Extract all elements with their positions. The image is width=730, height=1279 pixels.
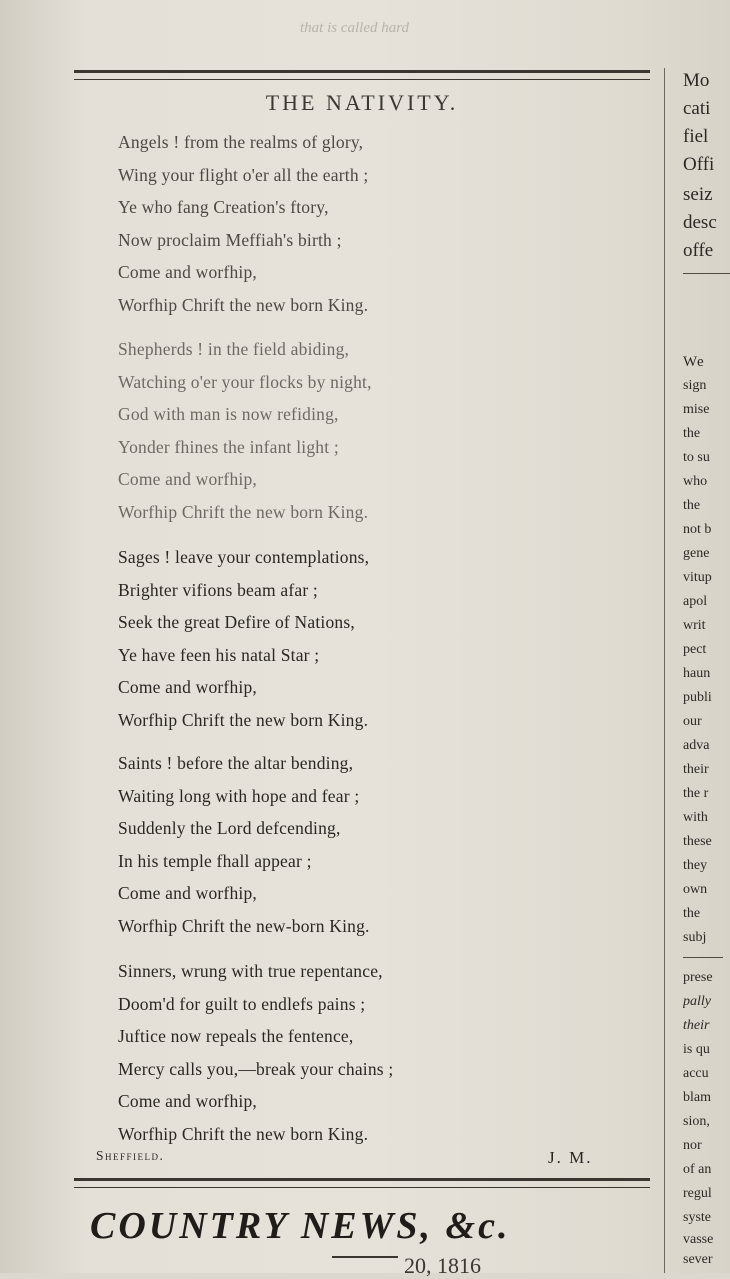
column-line: sion, bbox=[683, 1114, 710, 1129]
poem-line: Worfhip Chrift the new born King. bbox=[118, 1123, 369, 1144]
column-line: vasse bbox=[683, 1232, 714, 1247]
column-line: own bbox=[683, 882, 708, 897]
column-line: apol bbox=[683, 594, 708, 609]
column-line: their bbox=[683, 1018, 710, 1033]
column-line: publi bbox=[683, 690, 712, 705]
column-line: seiz bbox=[683, 184, 713, 205]
top-rule bbox=[74, 70, 650, 80]
column-divider bbox=[664, 68, 665, 1273]
column-line: pally bbox=[683, 994, 711, 1009]
poem-line: Wing your flight o'er all the earth ; bbox=[118, 164, 369, 185]
poem-line: Mercy calls you,—break your chains ; bbox=[118, 1058, 394, 1079]
column-line: is qu bbox=[683, 1042, 710, 1057]
poem-line: In his temple fhall appear ; bbox=[118, 850, 312, 871]
column-line: subj bbox=[683, 930, 707, 945]
poem-line: Shepherds ! in the field abiding, bbox=[118, 339, 350, 359]
stanza-5 bbox=[118, 955, 393, 1151]
poem-line: Sinners, wrung with true repentance, bbox=[118, 961, 383, 981]
poem-place: Sheffield. bbox=[96, 1148, 165, 1163]
poem-line: Come and worfhip, bbox=[118, 883, 257, 904]
poem-line: God with man is now refiding, bbox=[118, 404, 339, 425]
column-line: accu bbox=[683, 1066, 709, 1081]
poem-line: Worfhip Chrift the new-born King. bbox=[118, 915, 370, 936]
column-line: sign bbox=[683, 378, 707, 393]
column-line: Mo bbox=[683, 70, 710, 91]
stanza-3 bbox=[118, 541, 369, 737]
column-rule bbox=[683, 273, 730, 274]
column-line: gene bbox=[683, 546, 710, 561]
poem-line: Saints ! before the altar bending, bbox=[118, 753, 354, 773]
poem-line: Sages ! leave your contemplations, bbox=[118, 547, 370, 567]
poem-line: Come and worfhip, bbox=[118, 1091, 257, 1112]
poem-line: Worfhip Chrift the new born King. bbox=[118, 501, 369, 522]
column-line: fiel bbox=[683, 126, 709, 147]
column-line: mise bbox=[683, 402, 710, 417]
poem-line: Watching o'er your flocks by night, bbox=[118, 371, 372, 392]
column-line: haun bbox=[683, 666, 711, 681]
column-line: writ bbox=[683, 618, 706, 633]
column-line: of an bbox=[683, 1162, 712, 1177]
column-line: syste bbox=[683, 1210, 711, 1225]
poem-line: Now proclaim Meffiah's birth ; bbox=[118, 229, 342, 250]
column-line: vitup bbox=[683, 570, 712, 585]
poem-line: Seek the great Defire of Nations, bbox=[118, 612, 355, 633]
column-line: the bbox=[683, 906, 701, 921]
poem-line: Suddenly the Lord defcending, bbox=[118, 818, 341, 839]
column-line: regul bbox=[683, 1186, 712, 1201]
poem-line: Ye have feen his natal Star ; bbox=[118, 644, 320, 665]
adjacent-column bbox=[683, 0, 730, 1273]
column-line: the bbox=[683, 498, 701, 513]
column-line: blam bbox=[683, 1090, 711, 1105]
column-line: adva bbox=[683, 738, 710, 753]
dateline: 20, 1816 bbox=[404, 1253, 481, 1278]
poem-line: Yonder fhines the infant light ; bbox=[118, 436, 339, 457]
column-line: pect bbox=[683, 642, 707, 657]
poem-line: Worfhip Chrift the new born King. bbox=[118, 294, 369, 315]
section-rule bbox=[74, 1178, 650, 1188]
dateline-rule bbox=[332, 1256, 398, 1258]
column-line: their bbox=[683, 762, 709, 777]
column-line: nor bbox=[683, 1138, 702, 1153]
poem-line: Ye who fang Creation's ftory, bbox=[118, 197, 329, 218]
stanza-1 bbox=[118, 126, 368, 322]
column-line: the bbox=[683, 426, 701, 441]
poem-line: Brighter vifions beam afar ; bbox=[118, 579, 318, 600]
poem-line: Juftice now repeals the fentence, bbox=[118, 1026, 354, 1047]
column-line: our bbox=[683, 714, 702, 729]
column-line: prese bbox=[683, 970, 713, 985]
column-line: offe bbox=[683, 240, 714, 261]
section-heading: COUNTRY NEWS, &c. bbox=[90, 1205, 511, 1247]
column-line: to su bbox=[683, 450, 710, 465]
bleed-through-text: that is called hard bbox=[300, 20, 410, 36]
poem-line: Doom'd for guilt to endlefs pains ; bbox=[118, 993, 366, 1014]
column-line: sever bbox=[683, 1252, 713, 1267]
poem-line: Come and worfhip, bbox=[118, 677, 257, 698]
poem-initials: J. M. bbox=[548, 1148, 593, 1167]
column-rule bbox=[683, 957, 723, 958]
column-line: these bbox=[683, 834, 712, 849]
poem-line: Angels ! from the realms of glory, bbox=[118, 132, 364, 152]
column-line: not b bbox=[683, 522, 712, 537]
column-line: We bbox=[683, 354, 705, 370]
poem-line: Come and worfhip, bbox=[118, 469, 257, 490]
poem-line: Worfhip Chrift the new born King. bbox=[118, 709, 369, 730]
stanza-4 bbox=[118, 747, 370, 943]
poem-title: THE NATIVITY. bbox=[265, 90, 459, 115]
stanza-2 bbox=[118, 333, 372, 529]
column-line: cati bbox=[683, 98, 711, 119]
poem-line: Waiting long with hope and fear ; bbox=[118, 785, 360, 806]
column-line: who bbox=[683, 474, 708, 489]
column-line: desc bbox=[683, 212, 717, 233]
column-line: Offi bbox=[683, 154, 715, 175]
column-line: the r bbox=[683, 786, 709, 801]
poem-line: Come and worfhip, bbox=[118, 262, 257, 283]
column-line: they bbox=[683, 858, 708, 873]
column-line: with bbox=[683, 810, 708, 825]
